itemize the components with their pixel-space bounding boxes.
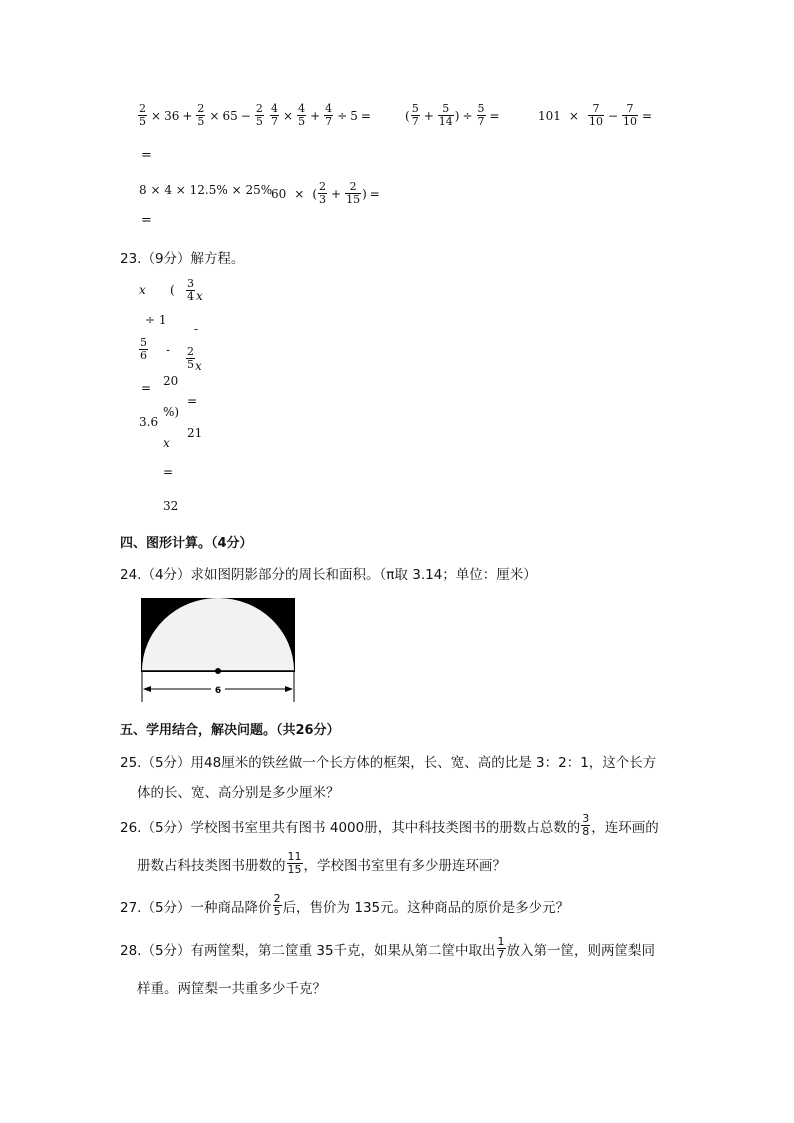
calc-expr-6: 60 × ( $\frac{2}{3}$ + $\frac{2}{15}$ ) = [271,180,380,206]
question-24-label: 24.（4分）求如图阴影部分的周长和面积。（π取 3.14；单位：厘米） [120,567,537,583]
question-27: 27.（5分）一种商品降价 $\frac{2}{5}$ 后，售价为 135元。这种商品的原价是多少元？ [120,892,570,918]
fraction: $\frac{2}{5}$ [197,102,205,128]
fraction: $\frac{2}{5}$ [255,102,263,128]
equals-sign: = [163,465,174,479]
section-5-title: 五、学用结合，解决问题。（共26分） [120,723,340,738]
question-26-line2: 册数占科技类图书册数的 $\frac{11}{15}$ ，学校图书室里有多少册连环画？ [137,850,506,876]
fraction: $\frac{1}{7}$ [497,935,505,961]
percent-paren: %) [163,405,180,419]
question-25-line2: 体的长、宽、高分别是多少厘米？ [137,785,340,801]
number: 20 [163,374,179,388]
fraction: $\frac{2}{3}$ [319,180,327,206]
fraction: $\frac{2}{5}$ [187,345,194,371]
question-28-line1: 28.（5分）有两筐梨，第二筐重 35千克，如果从第二筐中取出 $\frac{1}{7}$ 放入第一筐，则两筐梨同 [120,935,656,961]
fraction: $\frac{3}{8}$ [582,812,590,838]
calc-expr-2: $\frac{4}{7}$ × $\frac{4}{5}$ + $\frac{4}{7}$ ÷ 5 = [271,102,371,128]
center-point [215,668,221,674]
dimension-label: 6 [214,686,222,696]
question-25-line1: 25.（5分）用48厘米的铁丝做一个长方体的框架，长、宽、高的比是 3：2：1，这个长方 [120,755,657,771]
fraction: $\frac{5}{7}$ [477,102,485,128]
calc-expr-5: 8 × 4 × 12.5% × 25% [139,183,273,197]
equals-sign: = [187,394,198,408]
variable-x: x [139,283,146,297]
equals-sign: = [141,381,152,395]
question-23-label: 23.（9分）解方程。 [120,251,245,267]
fraction: $\frac{2}{5}$ [273,892,281,918]
calc-expr-4: 101 × $\frac{7}{10}$ − $\frac{7}{10}$ = [538,102,653,128]
question-26-line1: 26.（5分）学校图书室里共有图书 4000册，其中科技类图书的册数占总数的 $\frac{3}{8}$ ，连环画的 [120,812,659,838]
arrow-right-icon [285,686,293,692]
calc-expr-1: $\frac{2}{5}$ × 36 + $\frac{2}{5}$ × 65 − $\frac{2}{5}$ [139,102,263,128]
fraction: $\frac{3}{4}$ [187,277,194,303]
fraction: $\frac{5}{14}$ [438,102,453,128]
number: 32 [163,499,179,513]
fraction: $\frac{11}{15}$ [287,850,302,876]
fraction: $\frac{5}{7}$ [411,102,419,128]
variable-x: x [195,359,202,373]
number: 21 [187,426,203,440]
equals-sign: = [141,148,152,163]
figure-svg [139,596,299,704]
fraction: $\frac{4}{5}$ [298,102,306,128]
calc-expr-3: ( $\frac{5}{7}$ + $\frac{5}{14}$ ) ÷ $\frac{5}{7}$ = [405,102,500,128]
paren: ( [170,283,175,297]
number: 3.6 [139,415,159,429]
variable-x: x [163,436,170,450]
variable-x: x [196,289,203,303]
dash: - [166,343,171,357]
arrow-left-icon [143,686,151,692]
section-4-title: 四、图形计算。（4分） [120,536,253,551]
fraction: $\frac{2}{5}$ [139,102,146,128]
divide-one: ÷ 1 [145,313,167,327]
question-28-line2: 样重。两筐梨一共重多少千克？ [137,981,326,997]
fraction: $\frac{4}{7}$ [325,102,333,128]
fraction: $\frac{4}{7}$ [271,102,278,128]
fraction: $\frac{7}{10}$ [623,102,638,128]
dash: - [194,322,199,336]
fraction: $\frac{2}{15}$ [346,180,361,206]
shaded-figure [139,596,299,704]
fraction: $\frac{5}{6}$ [140,336,147,362]
fraction: $\frac{7}{10}$ [588,102,603,128]
equals-sign: = [141,213,152,228]
